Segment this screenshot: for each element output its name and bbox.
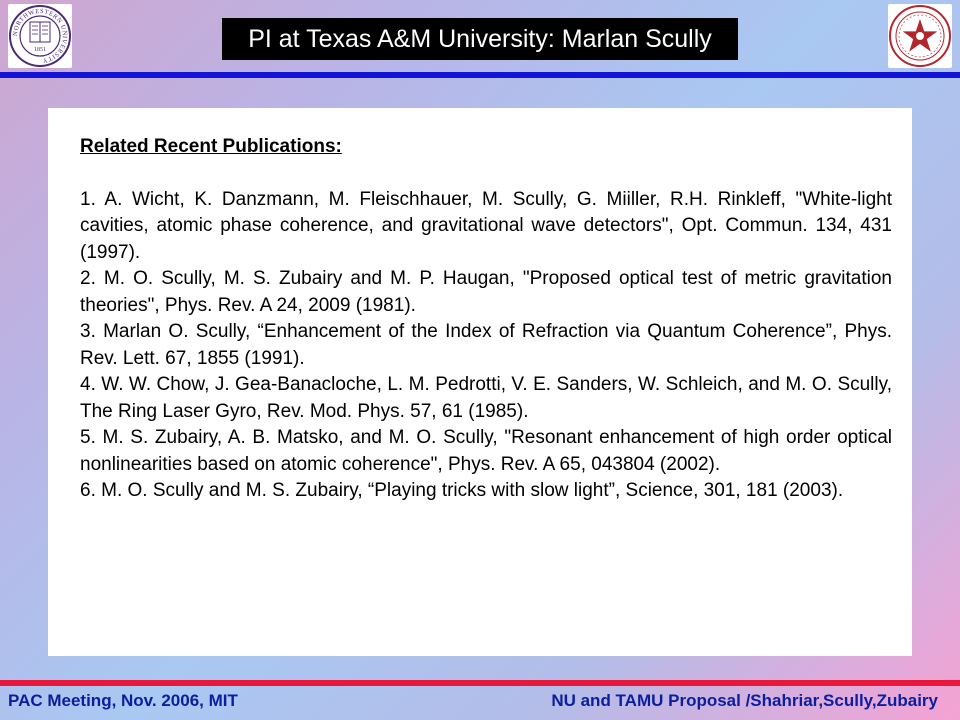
content-panel [48,108,912,656]
publications-section [80,134,892,505]
top-divider [0,72,960,78]
seal-year: 1851 [34,47,46,53]
publication-item: 6. M. O. Scully and M. S. Zubairy, “Playing tricks with slow light”, Science, 301, 181 (2003). [80,480,844,501]
footer-meeting: PAC Meeting, Nov. 2006, MIT [8,691,238,710]
seal-ring-text: NORTHWESTERN UNIVERSITY [11,7,69,64]
bottom-divider [0,680,960,686]
publication-item: 4. W. W. Chow, J. Gea-Banacloche, L. M. Pedrotti, V. E. Sanders, W. Schleich, and M. O. Scully, The Ring Laser Gyro, Rev. Mod. Phys. 57, 61 (1985). [80,374,892,422]
publications-heading: Related Recent Publications: [80,136,342,157]
publication-item: 5. M. S. Zubairy, A. B. Matsko, and M. O. Scully, "Resonant enhancement of high order optical nonlinearities based on atomic coherence", Phys. Rev. A 65, 043804 (2002). [80,427,892,475]
northwestern-university-seal-icon [8,4,72,68]
publication-item: 1. A. Wicht, K. Danzmann, M. Fleischhauer, M. Scully, G. Miiller, R.H. Rinkleff, "White-light cavities, atomic phase coherence, and gravitational wave detectors", Opt. Commun. 134, 431 (1997). [80,188,892,263]
red-star-seal-icon [888,4,952,68]
slide-title: PI at Texas A&M University: Marlan Scully [222,18,738,60]
footer-proposal: NU and TAMU Proposal /Shahriar,Scully,Zubairy [551,691,938,710]
publication-item: 2. M. O. Scully, M. S. Zubairy and M. P. Haugan, "Proposed optical test of metric gravitation theories", Phys. Rev. A 24, 2009 (1981). [80,268,892,316]
publication-item: 3. Marlan O. Scully, “Enhancement of the Index of Refraction via Quantum Coherence”, Phys. Rev. Lett. 67, 1855 (1991). [80,321,892,369]
